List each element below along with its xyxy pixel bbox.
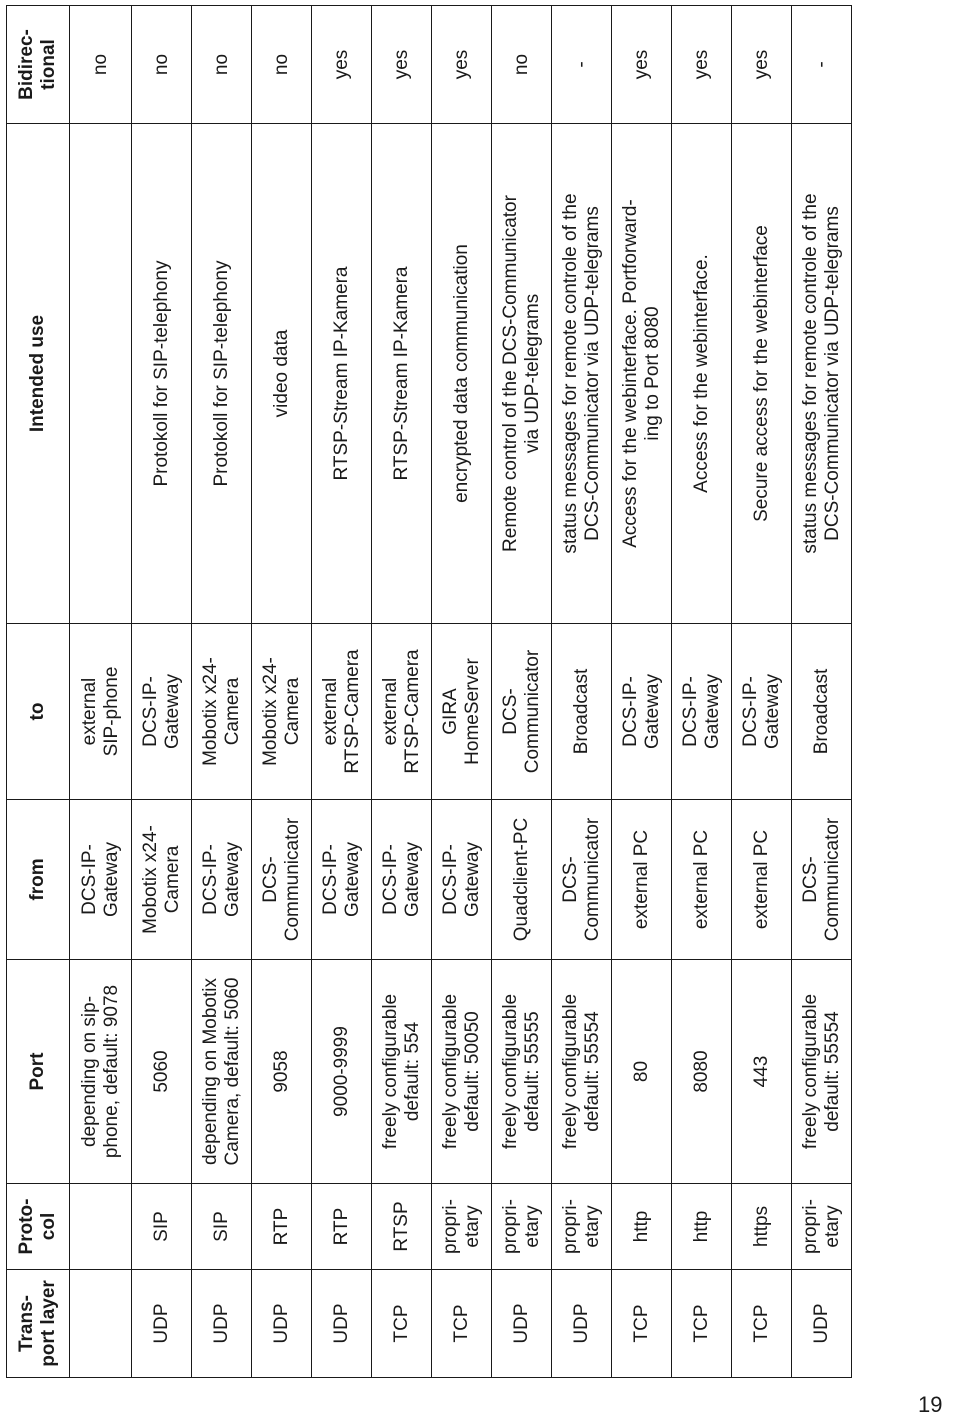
cell-intended-use: video data xyxy=(252,124,312,624)
cell-from: Quadclient-PC xyxy=(492,800,552,960)
port-table xyxy=(6,5,852,1378)
cell-transport-layer: UDP xyxy=(252,1270,312,1378)
cell-bidirectional: no xyxy=(70,6,132,124)
cell-protocol: RTP xyxy=(252,1184,312,1270)
cell-transport-layer: UDP xyxy=(192,1270,252,1378)
cell-bidirectional: no xyxy=(132,6,192,124)
cell-port: freely configurable default: 55555 xyxy=(492,960,552,1184)
cell-port: depending on sip- phone, default: 9078 xyxy=(70,960,132,1184)
header-transport-layer: Trans- port layer xyxy=(7,1270,70,1378)
cell-intended-use: RTSP-Stream IP-Kamera xyxy=(312,124,372,624)
cell-intended-use: Access for the webinterface. Portforward- ing to Port 8080 xyxy=(612,124,672,624)
table-row xyxy=(432,6,492,1378)
cell-to: DCS-IP- Gateway xyxy=(132,624,192,800)
header-protocol: Proto- col xyxy=(7,1184,70,1270)
cell-port: 9000-9999 xyxy=(312,960,372,1184)
cell-bidirectional: yes xyxy=(732,6,792,124)
table-row xyxy=(552,6,612,1378)
cell-from: DCS-IP- Gateway xyxy=(70,800,132,960)
table-body xyxy=(70,6,852,1378)
rotated-page xyxy=(0,5,960,1385)
table-row xyxy=(372,6,432,1378)
cell-intended-use: Protokoll for SIP-telephony xyxy=(132,124,192,624)
cell-bidirectional: - xyxy=(552,6,612,124)
cell-from: DCS-IP- Gateway xyxy=(312,800,372,960)
cell-transport-layer: UDP xyxy=(312,1270,372,1378)
table-row xyxy=(672,6,732,1378)
cell-protocol: RTSP xyxy=(372,1184,432,1270)
cell-from: Mobotix x24- Camera xyxy=(132,800,192,960)
cell-transport-layer: TCP xyxy=(372,1270,432,1378)
cell-bidirectional: no xyxy=(192,6,252,124)
cell-from: DCS-IP- Gateway xyxy=(432,800,492,960)
cell-to: DCS-IP- Gateway xyxy=(612,624,672,800)
cell-intended-use xyxy=(70,124,132,624)
cell-protocol: propri- etary xyxy=(432,1184,492,1270)
cell-port: 8080 xyxy=(672,960,732,1184)
cell-bidirectional: yes xyxy=(312,6,372,124)
cell-to: DCS-IP- Gateway xyxy=(672,624,732,800)
cell-port: freely configurable default: 50050 xyxy=(432,960,492,1184)
cell-bidirectional: yes xyxy=(432,6,492,124)
cell-intended-use: encrypted data communication xyxy=(432,124,492,624)
header-bidirectional: Bidirec- tional xyxy=(7,6,70,124)
cell-transport-layer: UDP xyxy=(132,1270,192,1378)
cell-from: external PC xyxy=(732,800,792,960)
cell-port: depending on Mobotix Camera, default: 5060 xyxy=(192,960,252,1184)
cell-transport-layer: TCP xyxy=(432,1270,492,1378)
table-row xyxy=(792,6,852,1378)
table-row xyxy=(192,6,252,1378)
cell-transport-layer xyxy=(70,1270,132,1378)
header-from: from xyxy=(7,800,70,960)
table-row xyxy=(732,6,792,1378)
cell-from: DCS- Communicator xyxy=(252,800,312,960)
cell-intended-use: RTSP-Stream IP-Kamera xyxy=(372,124,432,624)
table-row xyxy=(70,6,132,1378)
cell-from: external PC xyxy=(672,800,732,960)
cell-bidirectional: yes xyxy=(372,6,432,124)
cell-protocol: http xyxy=(612,1184,672,1270)
cell-to: Mobotix x24- Camera xyxy=(252,624,312,800)
cell-protocol: https xyxy=(732,1184,792,1270)
cell-to: Mobotix x24- Camera xyxy=(192,624,252,800)
cell-to: external RTSP-Camera xyxy=(312,624,372,800)
table-row xyxy=(252,6,312,1378)
cell-intended-use: Secure access for the webinterface xyxy=(732,124,792,624)
table-row xyxy=(492,6,552,1378)
cell-protocol: SIP xyxy=(132,1184,192,1270)
cell-intended-use: Protokoll for SIP-telephony xyxy=(192,124,252,624)
cell-port: 9058 xyxy=(252,960,312,1184)
cell-transport-layer: UDP xyxy=(552,1270,612,1378)
cell-transport-layer: TCP xyxy=(612,1270,672,1378)
cell-port: freely configurable default: 55554 xyxy=(792,960,852,1184)
cell-intended-use: status messages for remote controle of the DCS-Communicator via UDP-telegrams xyxy=(792,124,852,624)
cell-transport-layer: TCP xyxy=(672,1270,732,1378)
cell-bidirectional: no xyxy=(252,6,312,124)
cell-to: DCS- Communicator xyxy=(492,624,552,800)
cell-port: freely configurable default: 55554 xyxy=(552,960,612,1184)
cell-to: DCS-IP- Gateway xyxy=(732,624,792,800)
cell-to: Broadcast xyxy=(552,624,612,800)
cell-intended-use: status messages for remote controle of the DCS-Communicator via UDP-telegrams xyxy=(552,124,612,624)
cell-from: DCS- Communicator xyxy=(552,800,612,960)
cell-bidirectional: no xyxy=(492,6,552,124)
header-port: Port xyxy=(7,960,70,1184)
cell-protocol: propri- etary xyxy=(552,1184,612,1270)
table-row xyxy=(612,6,672,1378)
cell-protocol xyxy=(70,1184,132,1270)
cell-protocol: http xyxy=(672,1184,732,1270)
cell-protocol: propri- etary xyxy=(492,1184,552,1270)
cell-intended-use: Access for the webinterface. xyxy=(672,124,732,624)
cell-intended-use: Remote control of the DCS-Communicator via UDP-telegrams xyxy=(492,124,552,624)
cell-port: 5060 xyxy=(132,960,192,1184)
cell-protocol: RTP xyxy=(312,1184,372,1270)
cell-from: external PC xyxy=(612,800,672,960)
cell-port: 80 xyxy=(612,960,672,1184)
cell-to: external RTSP-Camera xyxy=(372,624,432,800)
page-number: 19 xyxy=(918,1392,943,1417)
cell-protocol: SIP xyxy=(192,1184,252,1270)
cell-to: external SIP-phone xyxy=(70,624,132,800)
cell-port: freely configurable default: 554 xyxy=(372,960,432,1184)
header-intended-use: Intended use xyxy=(7,124,70,624)
cell-from: DCS-IP- Gateway xyxy=(372,800,432,960)
header-to: to xyxy=(7,624,70,800)
cell-bidirectional: yes xyxy=(672,6,732,124)
cell-to: Broadcast xyxy=(792,624,852,800)
cell-transport-layer: TCP xyxy=(732,1270,792,1378)
table-row xyxy=(132,6,192,1378)
table-row xyxy=(312,6,372,1378)
cell-protocol: propri- etary xyxy=(792,1184,852,1270)
cell-transport-layer: UDP xyxy=(792,1270,852,1378)
cell-from: DCS- Communicator xyxy=(792,800,852,960)
header-row xyxy=(7,6,70,1378)
cell-from: DCS-IP- Gateway xyxy=(192,800,252,960)
cell-transport-layer: UDP xyxy=(492,1270,552,1378)
cell-port: 443 xyxy=(732,960,792,1184)
cell-to: GIRA HomeServer xyxy=(432,624,492,800)
cell-bidirectional: - xyxy=(792,6,852,124)
cell-bidirectional: yes xyxy=(612,6,672,124)
